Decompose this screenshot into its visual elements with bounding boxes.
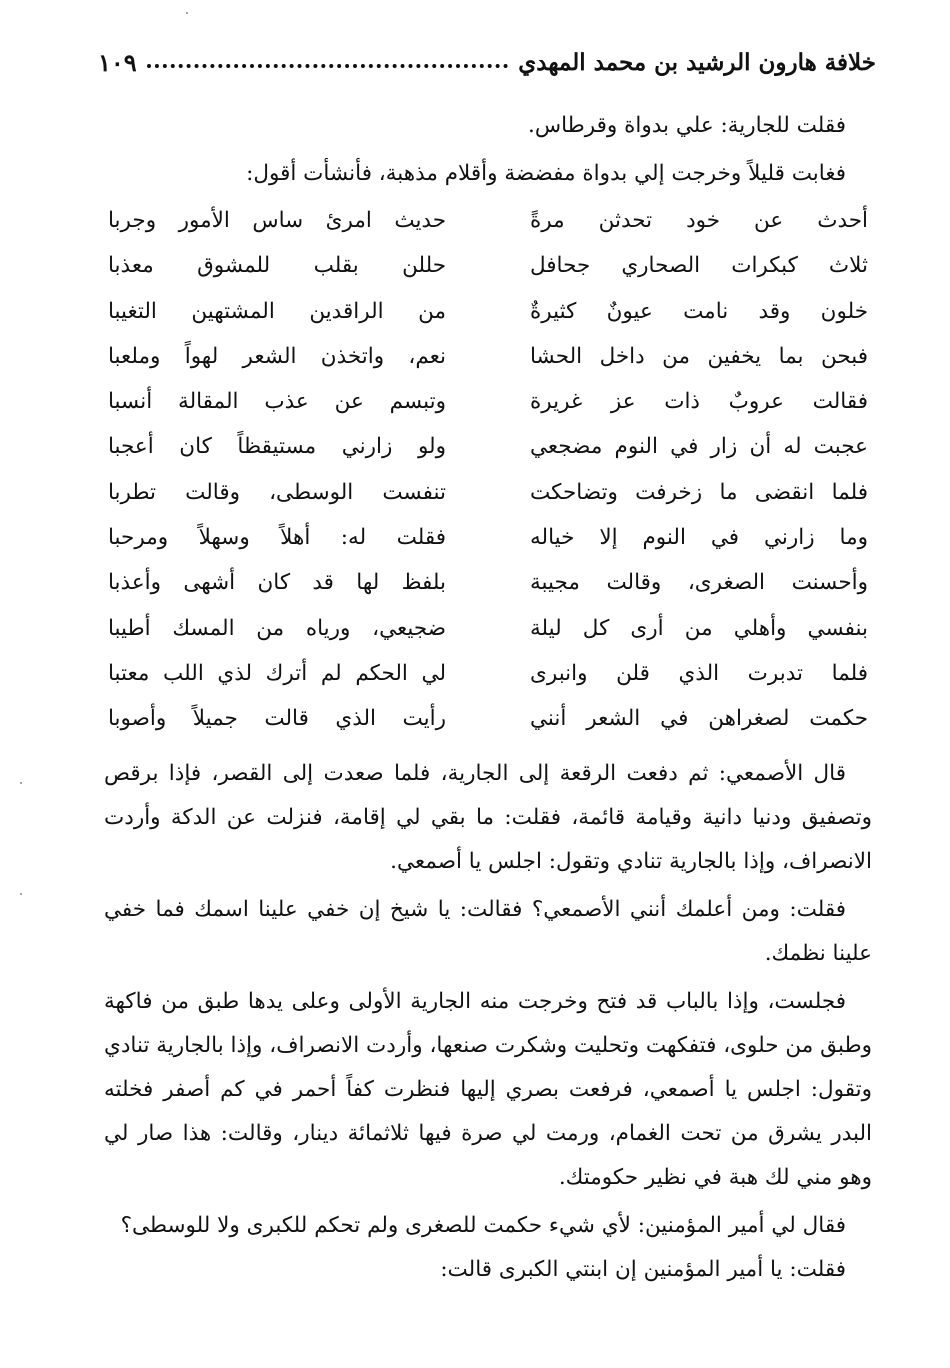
verse-second-hemistich: ضجيعي، ورياه من المسك أطيبا bbox=[108, 615, 446, 641]
intro-paragraph: فغابت قليلاً وخرجت إلي بدواة مفضضة وأقلام مذهبة، فأنشأت أقول: bbox=[246, 161, 846, 186]
verse-first-hemistich: أحدث عن خود تحدثن مرةً bbox=[530, 208, 868, 233]
verse-second-hemistich: تنفست الوسطى، وقالت تطربا bbox=[108, 479, 446, 505]
poem-verse bbox=[108, 379, 868, 424]
verse-second-hemistich: من الراقدين المشتهين التغيبا bbox=[108, 298, 446, 324]
prose-block bbox=[104, 752, 872, 1292]
verse-second-hemistich: ولو زارني مستيقظاً كان أعجبا bbox=[108, 434, 446, 460]
poem-verse bbox=[108, 560, 868, 605]
running-header bbox=[98, 40, 876, 84]
verse-first-hemistich: وما زارني في النوم إلا خياله bbox=[530, 525, 868, 551]
poem bbox=[108, 198, 868, 742]
poem-verse bbox=[108, 470, 868, 515]
verse-first-hemistich: بنفسي وأهلي من أرى كل ليلة bbox=[530, 615, 868, 641]
poem-verse bbox=[108, 198, 868, 243]
poem-verse bbox=[108, 243, 868, 288]
intro-block bbox=[104, 104, 872, 196]
poem-verse bbox=[108, 606, 868, 651]
verse-second-hemistich: حللن بقلب للمشوق معذبا bbox=[108, 253, 446, 279]
dotted-leader bbox=[147, 64, 509, 68]
page-number: ١٠٩ bbox=[98, 47, 137, 77]
poem-verse bbox=[108, 515, 868, 560]
prose-paragraph: فقال لي أمير المؤمنين: لأي شيء حكمت للصغرى ولم تحكم للكبرى ولا للوسطى؟ bbox=[120, 1213, 846, 1238]
paper-speck bbox=[20, 893, 22, 895]
verse-first-hemistich: حكمت لصغراهن في الشعر أنني bbox=[530, 706, 868, 732]
verse-first-hemistich: فلما انقضى ما زخرفت وتضاحكت bbox=[530, 479, 868, 505]
verse-first-hemistich: فلما تدبرت الذي قلن وانبرى bbox=[530, 660, 868, 686]
verse-second-hemistich: حديث امرئ ساس الأمور وجربا bbox=[108, 208, 446, 233]
verse-second-hemistich: لي الحكم لم أترك لذي اللب معتبا bbox=[108, 660, 446, 686]
verse-second-hemistich: بلفظ لها قد كان أشهى وأعذبا bbox=[108, 570, 446, 596]
poem-verse bbox=[108, 696, 868, 741]
intro-paragraph: فقلت للجارية: علي بدواة وقرطاس. bbox=[528, 113, 846, 138]
verse-second-hemistich: رأيت الذي قالت جميلاً وأصوبا bbox=[108, 706, 446, 732]
verse-second-hemistich: نعم، واتخذن الشعر لهواً وملعبا bbox=[108, 343, 446, 369]
verse-first-hemistich: ثلاث كبكرات الصحاري جحافل bbox=[530, 253, 868, 279]
prose-paragraph: قال الأصمعي: ثم دفعت الرقعة إلى الجارية، فلما صعدت إلى القصر، فإذا برقص وتصفيق ودنيا دانية وقيامة قائمة، فقلت: ما بقي لي إقامة، فنزلت عن الدكة وأردت الانصراف، وإذا بالجارية تنادي وتقول: اجلس يا أصمعي. bbox=[104, 761, 872, 874]
poem-verse bbox=[108, 289, 868, 334]
paper-speck bbox=[186, 12, 188, 14]
poem-verse bbox=[108, 651, 868, 696]
paper-speck bbox=[20, 782, 22, 784]
prose-paragraph: فقلت: ومن أعلمك أنني الأصمعي؟ فقالت: يا شيخ إن خفي علينا اسمك فما خفي علينا نظمك. bbox=[104, 897, 872, 966]
prose-paragraph: فجلست، وإذا بالباب قد فتح وخرجت منه الجارية الأولى وعلى يدها طبق من فاكهة وطبق من حلوى، فتفكهت وتحليت وشكرت صنعها، وأردت الانصراف، وإذا بالجارية تنادي وتقول: اجلس يا أصمعي، فرفعت بصري إليها فنظرت كفاً أحمر في كم أصفر فخلته البدر يشرق من تحت الغمام، ورمت لي صرة فيها ثلاثمائة دينار، وقالت: هذا صار لي وهو مني لك هبة في نظير حكومتك. bbox=[104, 989, 872, 1190]
poem-verse bbox=[108, 334, 868, 379]
verse-second-hemistich: فقلت له: أهلاً وسهلاً ومرحبا bbox=[108, 525, 446, 551]
poem-verse bbox=[108, 424, 868, 469]
verse-first-hemistich: خلون وقد نامت عيونٌ كثيرةٌ bbox=[530, 298, 868, 324]
prose-paragraph: فقلت: يا أمير المؤمنين إن ابنتي الكبرى قالت: bbox=[440, 1257, 846, 1282]
verse-second-hemistich: وتبسم عن عذب المقالة أنسبا bbox=[108, 389, 446, 415]
verse-first-hemistich: فبحن بما يخفين من داخل الحشا bbox=[530, 343, 868, 369]
verse-first-hemistich: فقالت عروبٌ ذات عز غريرة bbox=[530, 389, 868, 415]
running-title: خلافة هارون الرشيد بن محمد المهدي bbox=[518, 48, 876, 76]
verse-first-hemistich: عجبت له أن زار في النوم مضجعي bbox=[530, 434, 868, 460]
verse-first-hemistich: وأحسنت الصغرى، وقالت مجيبة bbox=[530, 570, 868, 596]
